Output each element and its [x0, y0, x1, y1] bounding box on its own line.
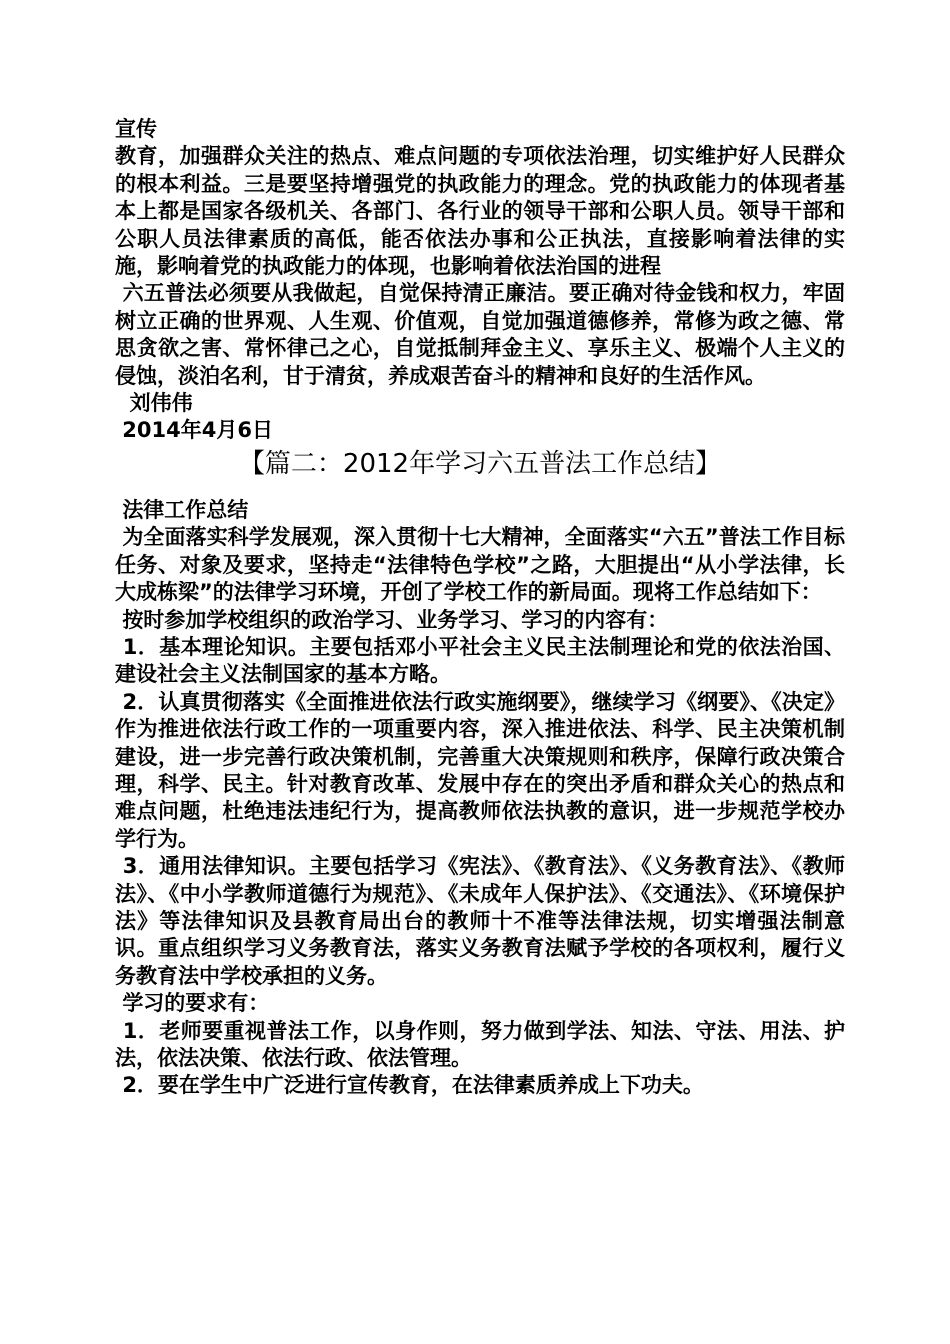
study-item-3: 3．通用法律知识。主要包括学习《宪法》、《教育法》、《义务教育法》、《教师法》、《中小学教师道德行为规范》、《未成年人保护法》、《交通法》、《环境保护法》等法律知识及县教育局出台的教师十不准等法律法规，切实增强法制意识。重点组织学习义务教育法，落实义务教育法赋予学校的各项权利，履行义务教育法中学校承担的义务。 [115, 854, 845, 988]
section1-lead: 宣传 [115, 117, 157, 141]
section2-intro: 为全面落实科学发展观，深入贯彻十七大精神，全面落实“六五”普法工作目标 任务、对象及要求，坚持走“法律特色学校”之路，大胆提出“从小学法律，长大成栋梁”的法律学习环境，开创了学校工作的新局面。现将工作总结如下： [115, 525, 853, 605]
requirement-item-2: 2．要在学生中广泛进行宣传教育，在法律素质养成上下功夫。 [115, 1073, 704, 1098]
requirement-item-1: 1．老师要重视普法工作，以身作则，努力做到学法、知法、守法、用法、护法，依法决策、依法行政、依法管理。 [115, 1018, 846, 1070]
section1-paragraph-1: 教育，加强群众关注的热点、难点问题的专项依法治理，切实维护好人民群众的根本利益。三是要坚持增强党的执政能力的理念。党的执政能力的体现者基本上都是国家各级机关、各部门、各行业的领导干部和公职人员。领导干部和公职人员法律素质的高低，能否依法办事和公正执法，直接影响着法律的实施，影响着党的执政能力的体现，也影响着依法治国的进程 [115, 144, 845, 279]
section1-paragraph-2: 六五普法必须要从我做起，自觉保持清正廉洁。要正确对待金钱和权力，牢固树立正确的世界观、人生观、价值观，自觉加强道德修养，常修为政之德、常思贪欲之害、常怀律己之心，自觉抵制拜金主义、享乐主义、极端个人主义的侵蚀，淡泊名利，甘于清贫，养成艰苦奋斗的精神和良好的生活作风。 [115, 281, 846, 388]
requirements-intro: 学习的要求有： [115, 991, 270, 1016]
section2-heading: 【篇二：2012年学习六五普法工作总结】 [238, 448, 722, 479]
document-date: 2014年4月6日 [115, 418, 273, 443]
study-item-1: 1．基本理论知识。主要包括邓小平社会主义民主法制理论和党的依法治国、建设社会主义法制国家的基本方略。 [115, 634, 846, 687]
section2-subtitle: 法律工作总结 [115, 497, 249, 522]
author-name: 刘伟伟 [115, 391, 193, 416]
document-page [115, 116, 853, 1100]
study-item-2: 2．认真贯彻落实《全面推进依法行政实施纲要》，继续学习《纲要》、《决定》作为推进依法行政工作的一项重要内容，深入推进依法、科学、民主决策机制建设，进一步完善行政决策机制，完善重大决策规则和秩序，保障行政决策合理，科学、民主。针对教育改革、发展中存在的突出矛盾和群众关心的热点和难点问题，杜绝违法违纪行为，提高教师依法执教的意识，进一步规范学校办学行为。 [115, 689, 846, 851]
study-content-intro: 按时参加学校组织的政治学习、业务学习、学习的内容有： [115, 607, 669, 632]
